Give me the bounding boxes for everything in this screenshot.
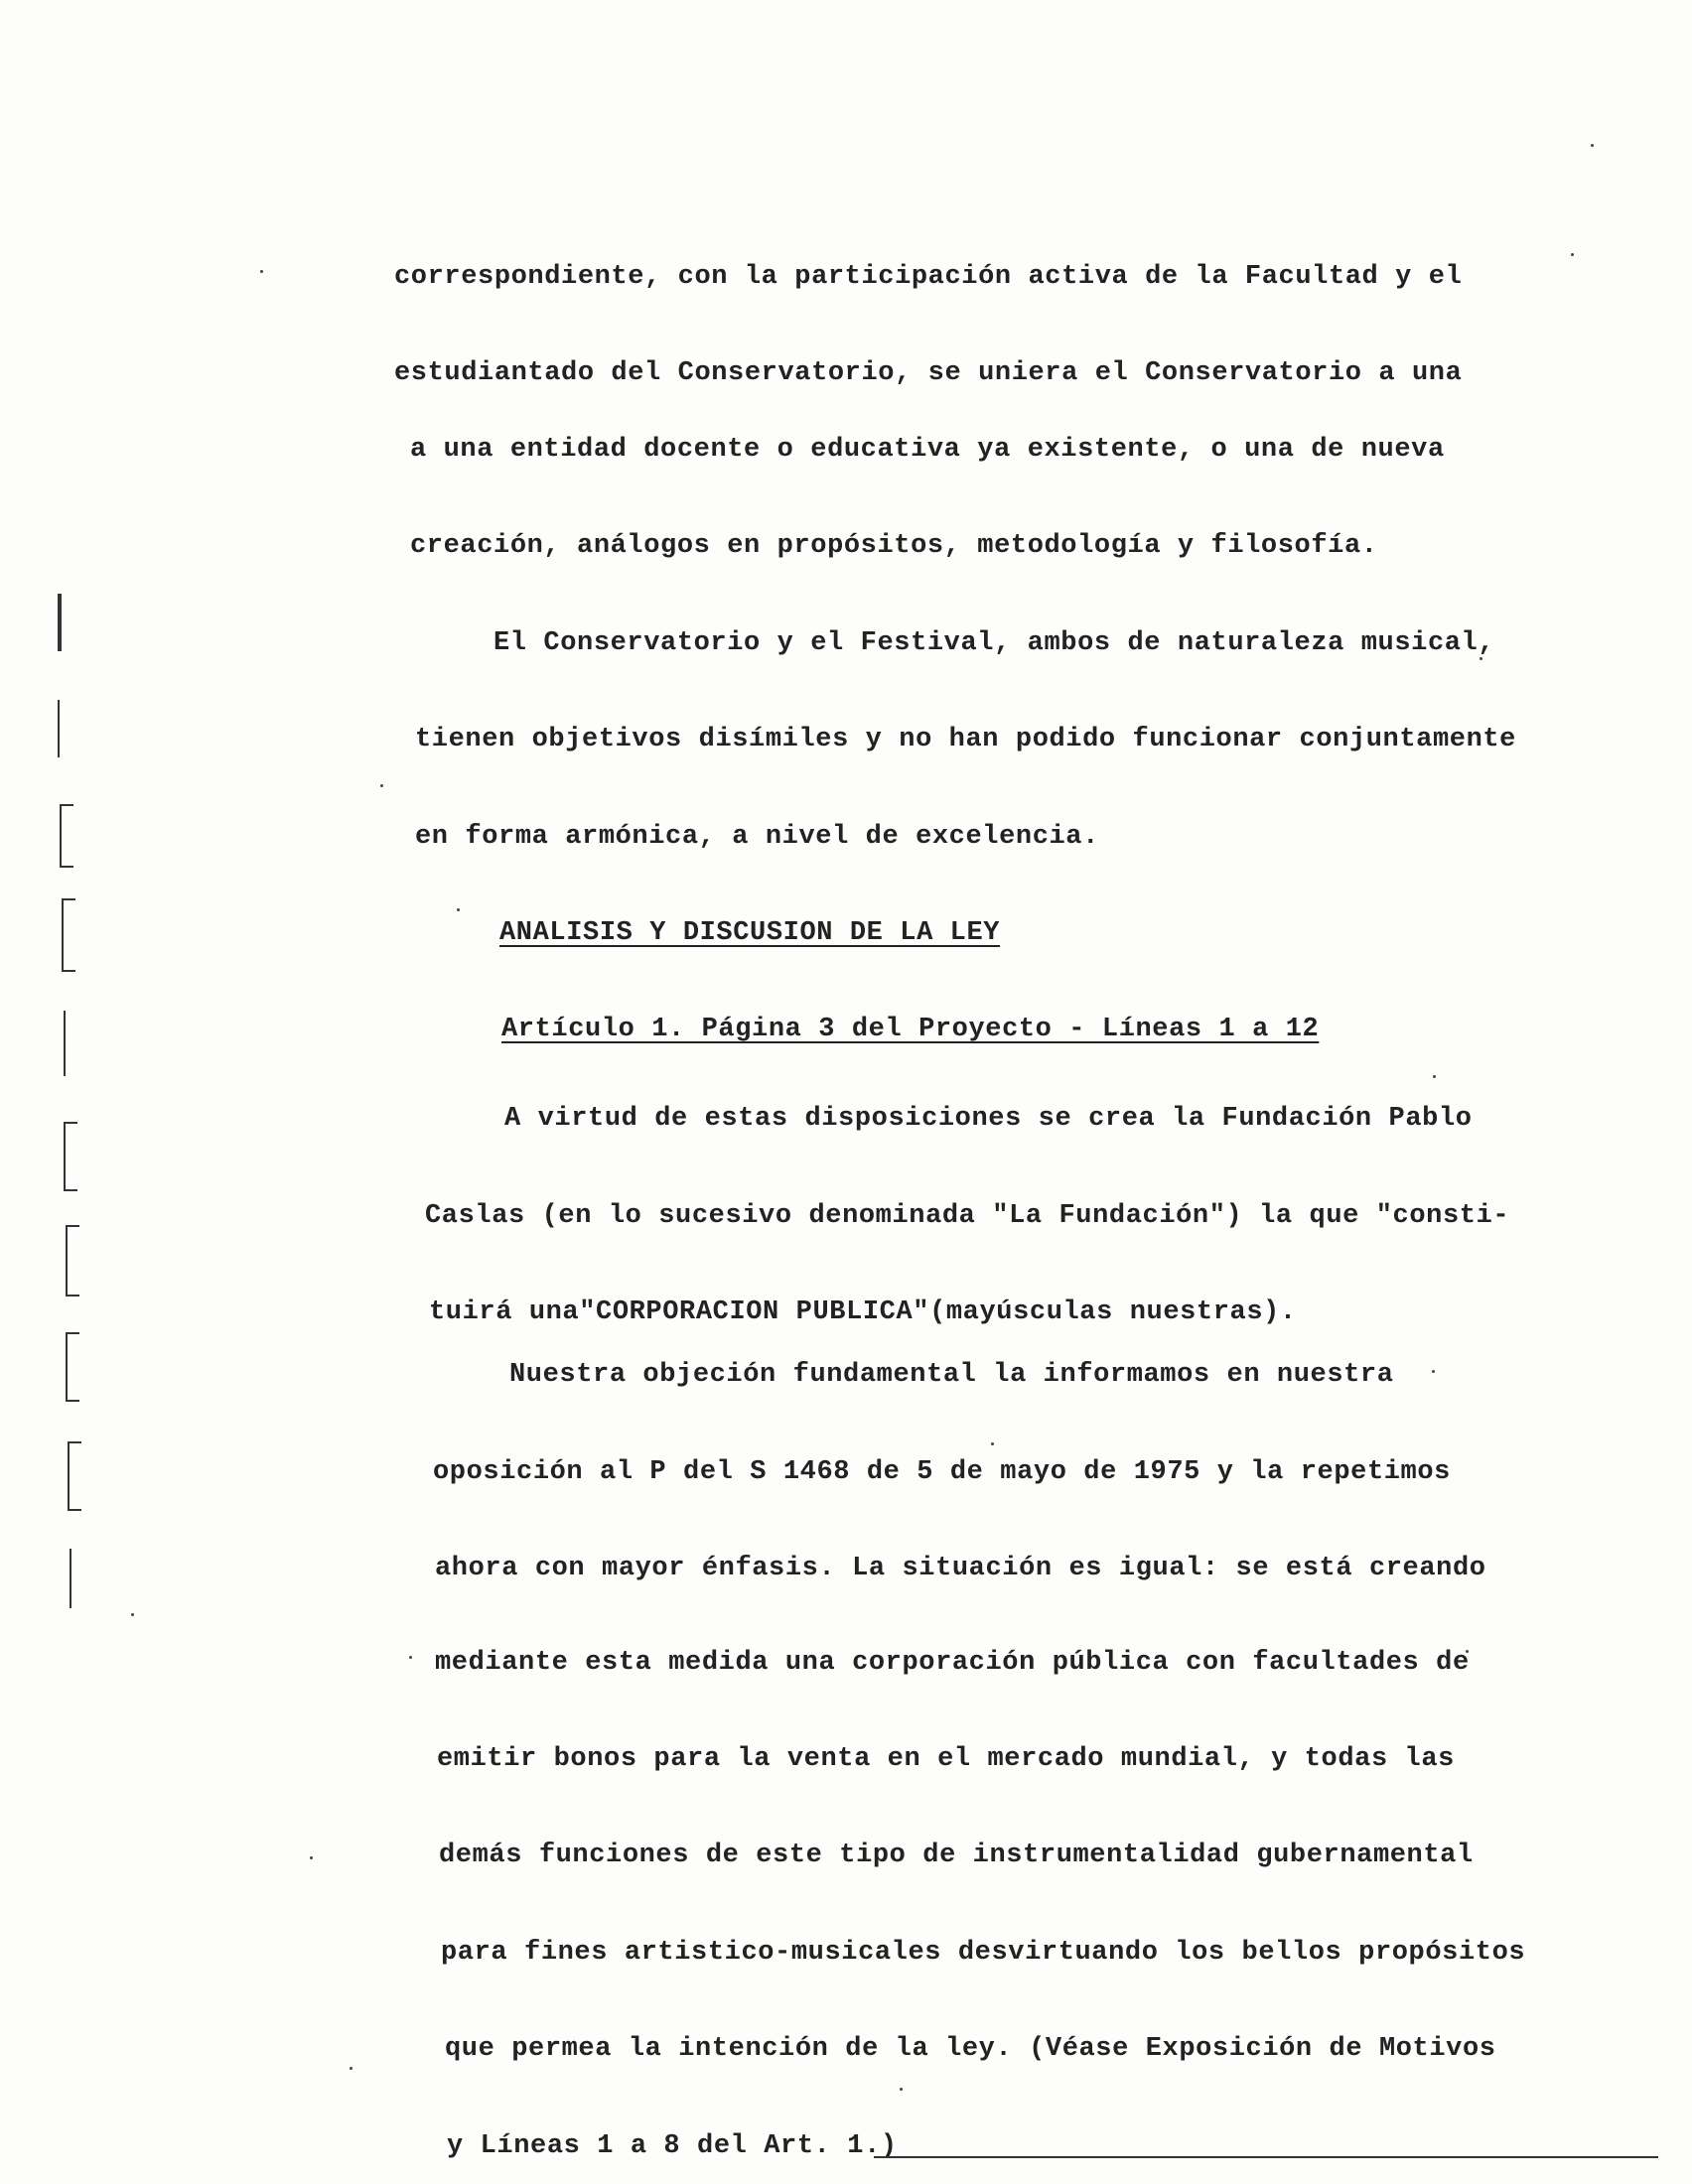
margin-bracket (60, 804, 73, 868)
margin-bracket (66, 1332, 79, 1402)
text-line: El Conservatorio y el Festival, ambos de naturaleza musical, (494, 628, 1495, 658)
section-heading: ANALISIS Y DISCUSION DE LA LEY (499, 918, 1001, 948)
text-line: emitir bonos para la venta en el mercado mundial, y todas las (437, 1744, 1455, 1774)
margin-mark (58, 700, 60, 757)
text-line: para fines artistico-musicales desvirtuando los bellos propósitos (441, 1938, 1526, 1968)
text-line: creación, análogos en propósitos, metodología y filosofía. (410, 531, 1378, 561)
scan-speck (991, 1442, 994, 1445)
margin-mark (70, 1549, 71, 1608)
scan-speck (1571, 253, 1574, 256)
margin-bracket (68, 1441, 81, 1511)
scan-speck (260, 270, 263, 273)
text-line: mediante esta medida una corporación pública con facultades de (435, 1648, 1470, 1678)
margin-mark (64, 1011, 66, 1076)
text-line: ahora con mayor énfasis. La situación es igual: se está creando (435, 1554, 1486, 1583)
text-line: A virtud de estas disposiciones se crea la Fundación Pablo (504, 1104, 1473, 1134)
scan-speck (310, 1856, 313, 1859)
scan-speck (350, 2067, 352, 2070)
text-line: que permea la intención de la ley. (Véase Exposición de Motivos (445, 2034, 1496, 2064)
scan-speck (900, 2088, 903, 2091)
text-line: y Líneas 1 a 8 del Art. 1.) (447, 2131, 898, 2161)
text-line: en forma armónica, a nivel de excelencia. (415, 822, 1099, 852)
text-line: Nuestra objeción fundamental la informamos en nuestra (509, 1360, 1394, 1390)
article-heading: Artículo 1. Página 3 del Proyecto - Líneas 1 a 12 (501, 1015, 1320, 1044)
scan-speck (1433, 1075, 1436, 1078)
scan-speck (131, 1613, 134, 1616)
text-line: tienen objetivos disímiles y no han podido funcionar conjuntamente (415, 725, 1516, 754)
text-line: demás funciones de este tipo de instrumentalidad gubernamental (439, 1841, 1474, 1870)
scan-speck (409, 1656, 412, 1659)
scan-speck (457, 908, 460, 911)
bottom-rule (874, 2156, 1658, 2158)
text-line: estudiantado del Conservatorio, se uniera el Conservatorio a una (394, 358, 1463, 388)
text-line: tuirá una"CORPORACION PUBLICA"(mayúsculas nuestras). (429, 1297, 1297, 1327)
margin-mark (58, 594, 62, 651)
margin-bracket (64, 1122, 77, 1191)
text-line: oposición al P del S 1468 de 5 de mayo de 1975 y la repetimos (433, 1457, 1451, 1487)
text-line: a una entidad docente o educativa ya existente, o una de nueva (410, 435, 1445, 465)
margin-bracket (66, 1225, 79, 1297)
scan-speck (1591, 144, 1594, 147)
text-line: correspondiente, con la participación activa de la Facultad y el (394, 262, 1463, 292)
scan-speck (1432, 1370, 1435, 1373)
text-line: Caslas (en lo sucesivo denominada "La Fundación") la que "consti- (425, 1201, 1510, 1231)
scan-speck (380, 784, 383, 787)
margin-bracket (62, 898, 75, 972)
